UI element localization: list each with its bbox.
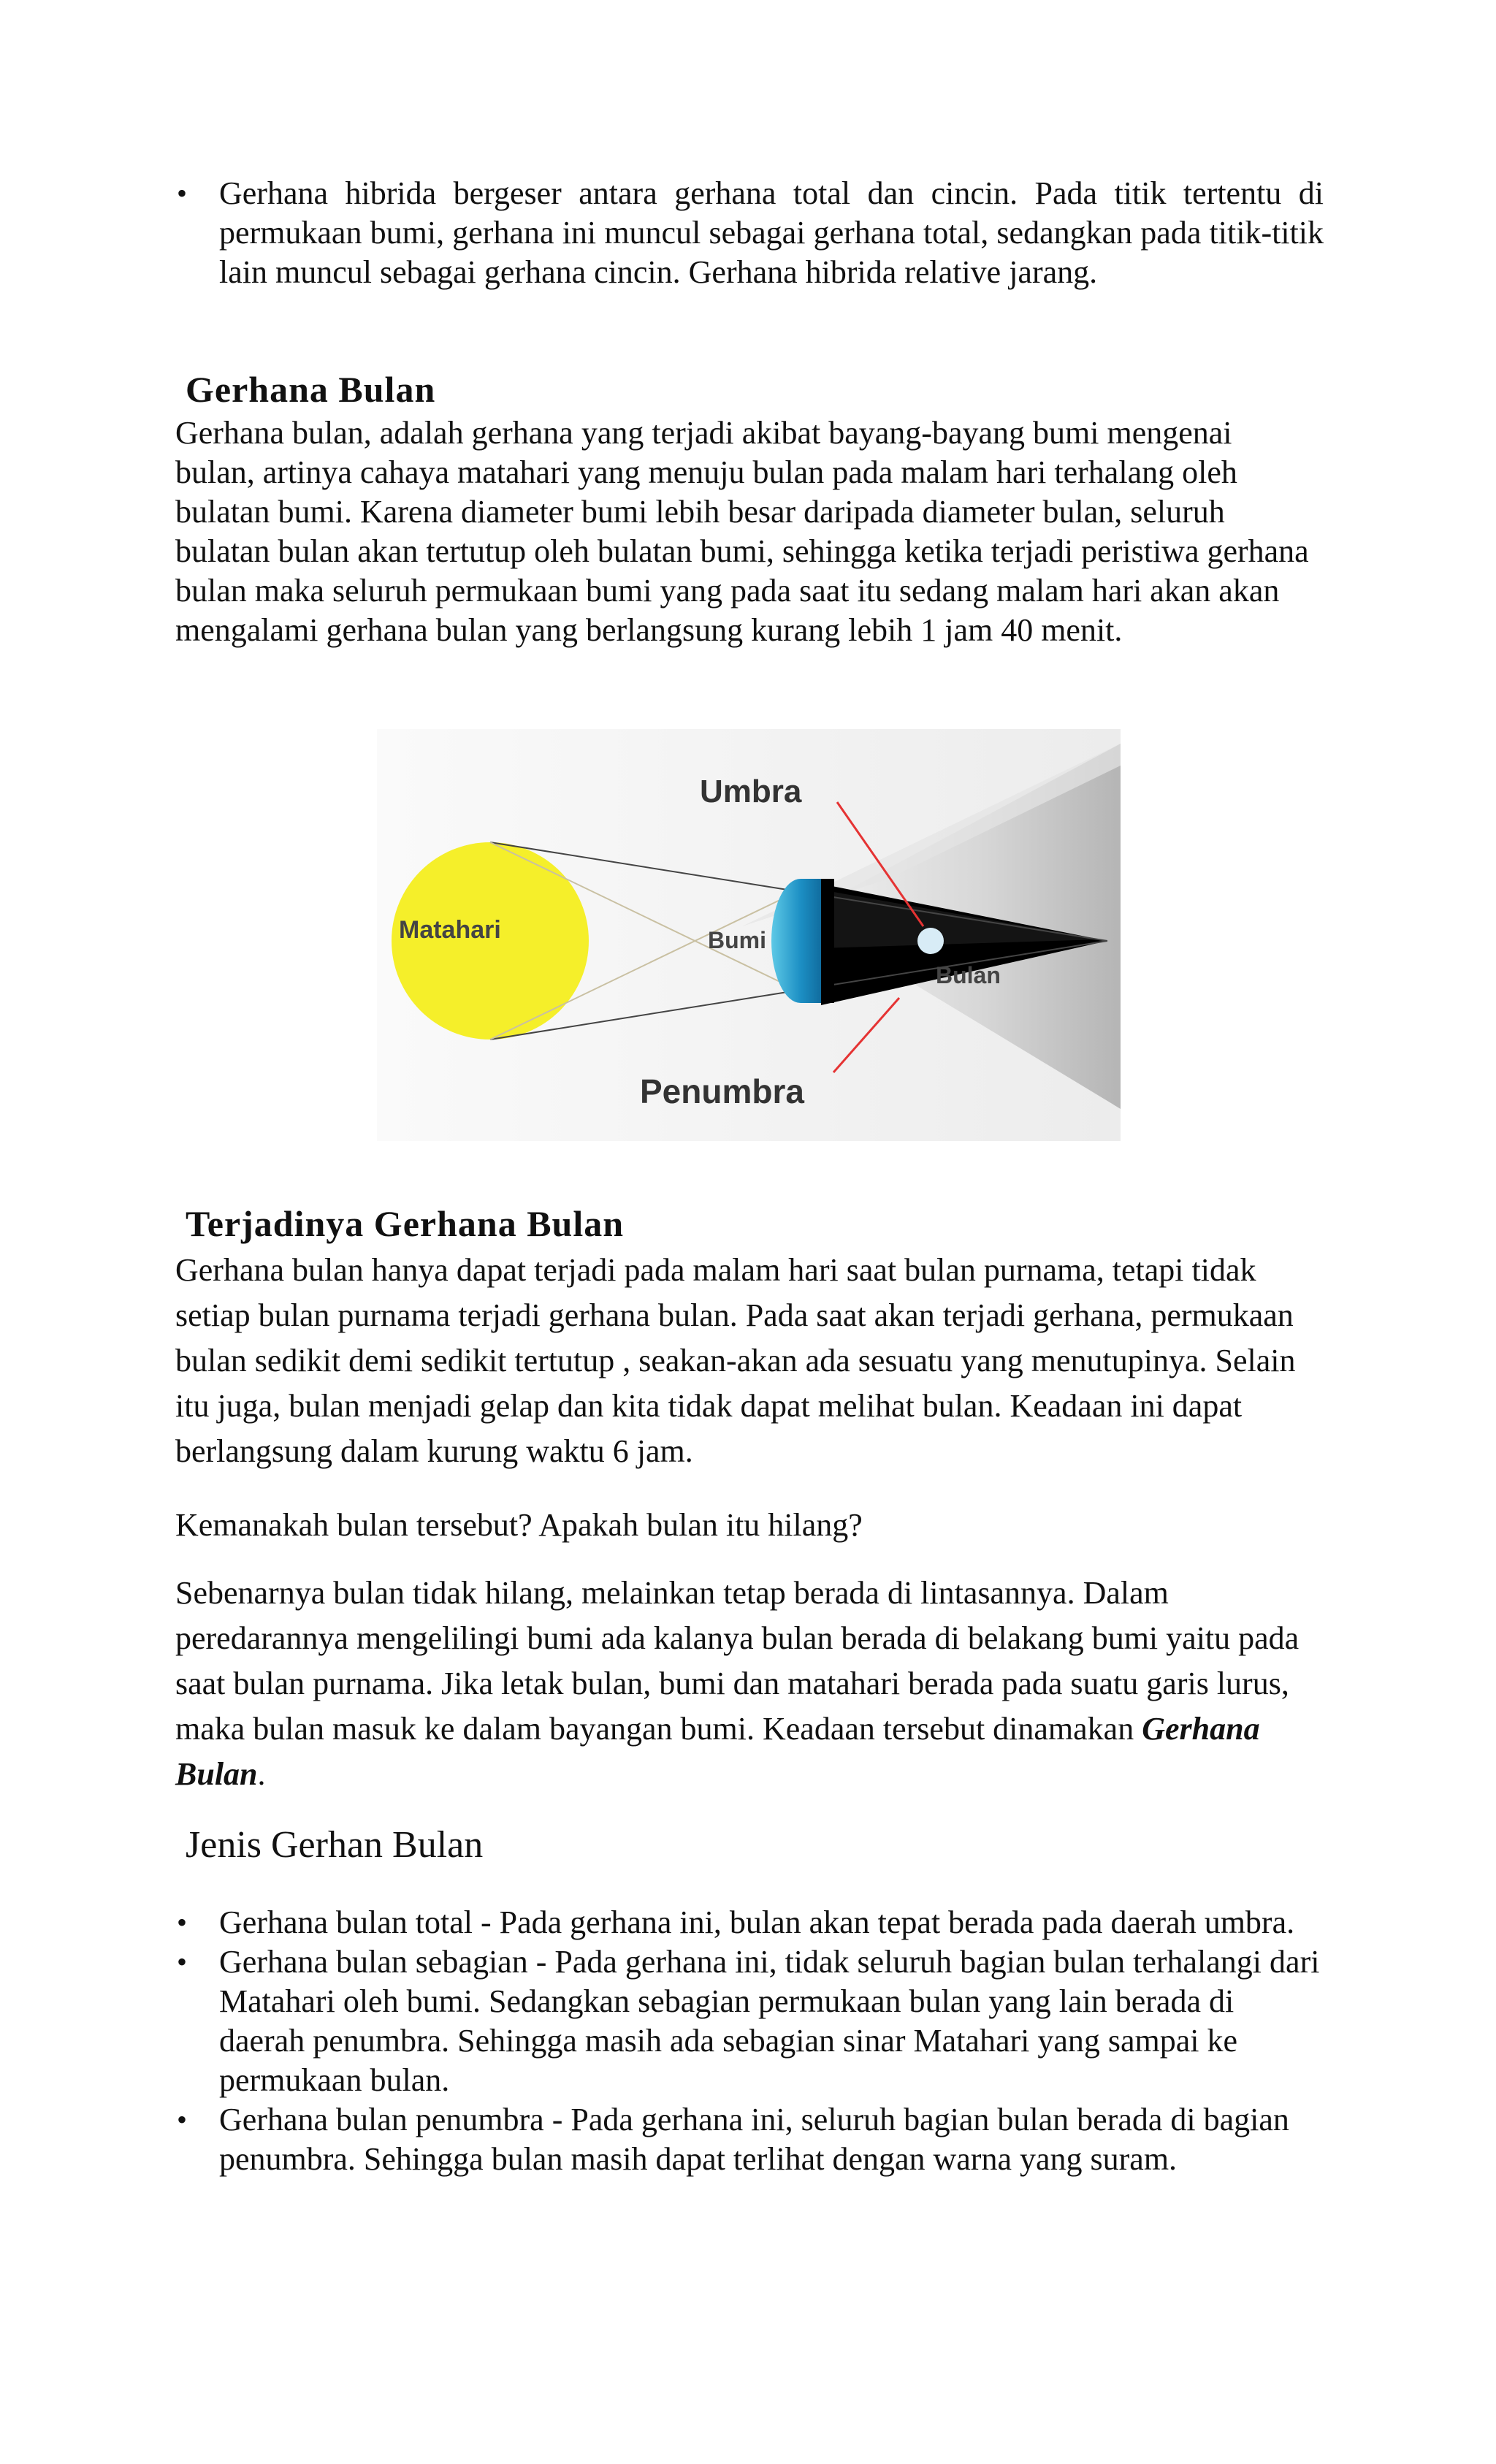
eclipse-types-list [219,1903,1324,2179]
section-heading-jenis: Jenis Gerhan Bulan [186,1824,484,1866]
paragraph-terjadinya: Gerhana bulan hanya dapat terjadi pada malam hari saat bulan purnama, tetapi tidak setiap bulan purnama terjadi gerhana bulan. Pada saat akan terjadi gerhana, permukaan bulan sedikit demi sedikit tertutup , seakan-akan ada sesuatu yang menutupinya. Selain itu juga, bulan menjadi gelap dan kita tidak dapat melihat bulan. Keadaan ini dapat berlangsung dalam kurung waktu 6 jam. [175,1252,1296,1469]
list-item: • Gerhana bulan penumbra - Pada gerhana ini, seluruh bagian bulan berada di bagian penumbra. Sehingga bulan masih dapat terlihat dengan warna yang suram. [219,2100,1324,2179]
paragraph-gerhana-bulan: Gerhana bulan, adalah gerhana yang terjadi akibat bayang-bayang bumi mengenai bulan, artinya cahaya matahari yang menuju bulan pada malam hari terhalang oleh bulatan bumi. Karena diameter bumi lebih besar daripada diameter bulan, seluruh bulatan bulan akan tertutup oleh bulatan bumi, sehingga ketika terjadi peristiwa gerhana bulan maka seluruh permukaan bumi yang pada saat itu sedang malam hari akan akan mengalami gerhana bulan yang berlangsung kurang lebih 1 jam 40 menit. [175,415,1309,648]
section-heading-terjadinya: Terjadinya Gerhana Bulan [186,1203,625,1244]
sun-label: Matahari [399,916,501,944]
intro-bullet-list [219,174,1324,292]
earth-label: Bumi [708,927,766,953]
paragraph-explanation: Sebenarnya bulan tidak hilang, melainkan tetap berada di lintasannya. Dalam peredarannya mengelilingi bumi ada kalanya bulan berada di belakang bumi yaitu pada saat bulan purnama. Jika letak bulan, bumi dan matahari berada pada suatu garis lurus, maka bulan masuk ke dalam bayangan bumi. Keadaan tersebut dinamakan Gerhana Bulan. [175,1575,1300,1792]
list-item: • Gerhana bulan total - Pada gerhana ini, bulan akan tepat berada pada daerah umbra. [219,1903,1324,1942]
lunar-eclipse-diagram [377,729,1121,1141]
penumbra-label: Penumbra [640,1072,804,1110]
moon-label: Bulan [936,962,1001,988]
umbra-label: Umbra [700,774,802,809]
section-heading-gerhana-bulan: Gerhana Bulan [186,369,436,410]
moon-shape [917,928,944,954]
list-item: • Gerhana bulan sebagian - Pada gerhana ini, tidak seluruh bagian bulan terhalangi dari Matahari oleh bumi. Sedangkan sebagian permukaan bulan yang lain berada di daerah penumbra. Sehingga masih ada sebagian sinar Matahari yang sampai ke permukaan bulan. [219,1942,1324,2100]
paragraph-question: Kemanakah bulan tersebut? Apakah bulan itu hilang? [175,1507,863,1543]
emphasis-term: Gerhana Bulan [175,1711,1260,1792]
list-item: • Gerhana hibrida bergeser antara gerhana total dan cincin. Pada titik tertentu di permukaan bumi, gerhana ini muncul sebagai gerhana total, sedangkan pada titik-titik lain muncul sebagai gerhana cincin. Gerhana hibrida relative jarang. [219,174,1324,292]
